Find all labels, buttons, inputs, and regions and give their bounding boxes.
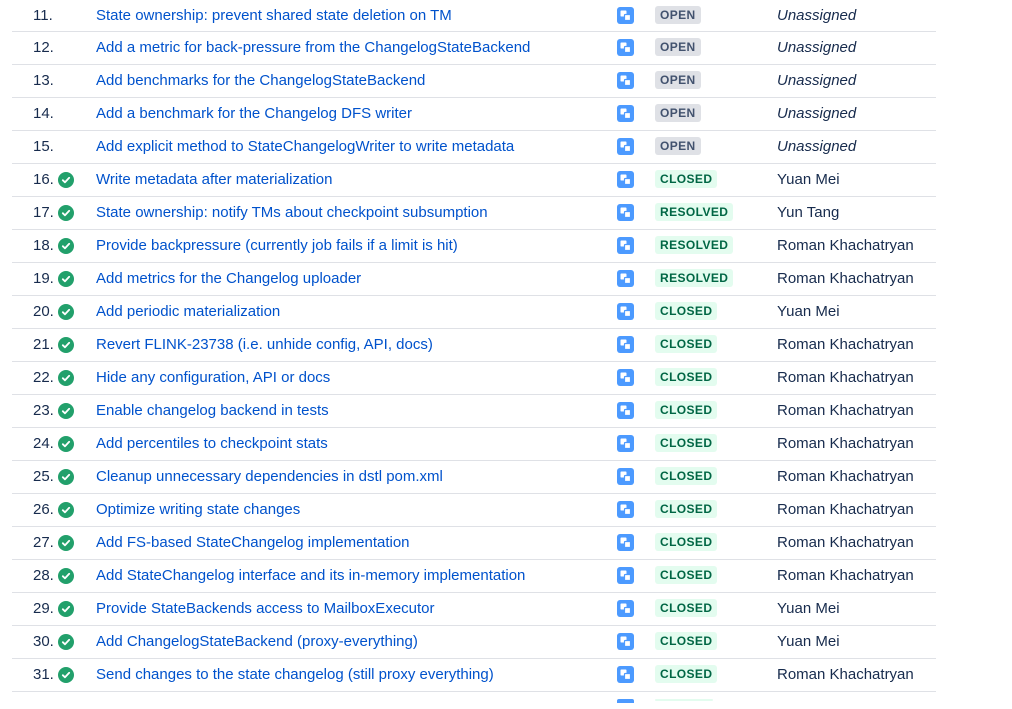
- subtask-icon: [617, 369, 634, 386]
- assignee-name: Roman Khachatryan: [777, 402, 914, 419]
- status-badge: CLOSED: [655, 401, 717, 419]
- status-badge: RESOLVED: [655, 269, 733, 287]
- status-badge: CLOSED: [655, 335, 717, 353]
- done-check-icon: [58, 568, 74, 584]
- issue-summary-link[interactable]: Add metrics for the Changelog uploader: [96, 270, 362, 287]
- status-badge: OPEN: [655, 104, 701, 122]
- status-badge: OPEN: [655, 6, 701, 24]
- done-check-icon: [58, 469, 74, 485]
- assignee-name: Roman Khachatryan: [777, 270, 914, 287]
- subtask-icon: [617, 567, 634, 584]
- subtask-icon: [617, 336, 634, 353]
- status-badge: CLOSED: [655, 467, 717, 485]
- issue-summary-link[interactable]: Add percentiles to checkpoint stats: [96, 435, 328, 452]
- done-check-icon: [58, 337, 74, 353]
- row-number: 18.: [33, 237, 54, 254]
- assignee-name: Unassigned: [777, 105, 857, 122]
- status-badge: CLOSED: [655, 533, 717, 551]
- issue-summary-link[interactable]: Revert FLINK-23738 (i.e. unhide config, API, docs): [96, 336, 433, 353]
- row-number: 13.: [33, 72, 54, 89]
- done-check-icon: [58, 601, 74, 617]
- status-badge: OPEN: [655, 38, 701, 56]
- row-number: 20.: [33, 303, 54, 320]
- status-badge: CLOSED: [655, 599, 717, 617]
- row-number: 12.: [33, 39, 54, 56]
- table-row: [12, 626, 936, 659]
- row-number: 27.: [33, 534, 54, 551]
- issue-summary-link[interactable]: Add ChangelogStateBackend (proxy-everything): [96, 633, 418, 650]
- row-number: 21.: [33, 336, 54, 353]
- assignee-name: Roman Khachatryan: [777, 369, 914, 386]
- done-check-icon: [58, 535, 74, 551]
- status-badge: CLOSED: [655, 170, 717, 188]
- issue-summary-link[interactable]: Hide any configuration, API or docs: [96, 369, 331, 386]
- assignee-name: Roman Khachatryan: [777, 501, 914, 518]
- table-row: [12, 395, 936, 428]
- row-number: 26.: [33, 501, 54, 518]
- table-row: [12, 659, 936, 692]
- table-row: [12, 197, 936, 230]
- table-row: [12, 230, 936, 263]
- row-number: 14.: [33, 105, 54, 122]
- done-check-icon: [58, 436, 74, 452]
- assignee-name: Unassigned: [777, 72, 857, 89]
- table-row: [12, 362, 936, 395]
- done-check-icon: [58, 172, 74, 188]
- issue-summary-link[interactable]: Send changes to the state changelog (still proxy everything): [96, 666, 494, 683]
- done-check-icon: [58, 238, 74, 254]
- issue-summary-link[interactable]: Add a benchmark for the Changelog DFS writer: [96, 105, 412, 122]
- status-badge: OPEN: [655, 137, 701, 155]
- issue-summary-link[interactable]: Optimize writing state changes: [96, 501, 301, 518]
- row-number: 15.: [33, 138, 54, 155]
- table-row-partial: [12, 699, 936, 709]
- status-badge: RESOLVED: [655, 203, 733, 221]
- assignee-name: Roman Khachatryan: [777, 666, 914, 683]
- subtask-icon: [617, 402, 634, 419]
- subtask-icon: [617, 72, 634, 89]
- issue-summary-link[interactable]: Add StateChangelog interface and its in-memory implementation: [96, 567, 526, 584]
- assignee-name: Unassigned: [777, 138, 857, 155]
- assignee-name: Roman Khachatryan: [777, 336, 914, 353]
- status-badge: CLOSED: [655, 665, 717, 683]
- done-check-icon: [58, 205, 74, 221]
- subtask-icon: [617, 39, 634, 56]
- issue-summary-link[interactable]: Add a metric for back-pressure from the ChangelogStateBackend: [96, 39, 531, 56]
- table-row: [12, 527, 936, 560]
- assignee-name: Yun Tang: [777, 204, 840, 221]
- issue-summary-link[interactable]: Add FS-based StateChangelog implementation: [96, 534, 410, 551]
- subtask-icon: [617, 7, 634, 24]
- subtask-icon: [617, 666, 634, 683]
- subtask-icon: [617, 237, 634, 254]
- table-row: [12, 593, 936, 626]
- table-row: [12, 428, 936, 461]
- done-check-icon: [58, 370, 74, 386]
- table-row: [12, 32, 936, 65]
- table-row: [12, 98, 936, 131]
- done-check-icon: [58, 502, 74, 518]
- assignee-name: Roman Khachatryan: [777, 468, 914, 485]
- issue-summary-link[interactable]: Add periodic materialization: [96, 303, 281, 320]
- table-row: [12, 0, 936, 32]
- assignee-name: Roman Khachatryan: [777, 534, 914, 551]
- table-row: [12, 461, 936, 494]
- subtask-icon: [617, 501, 634, 518]
- table-row: [12, 65, 936, 98]
- subtask-icon: [617, 600, 634, 617]
- row-number: 22.: [33, 369, 54, 386]
- table-row: [12, 494, 936, 527]
- row-number: 23.: [33, 402, 54, 419]
- table-row: [12, 329, 936, 362]
- done-check-icon: [58, 304, 74, 320]
- subtask-icon: [617, 270, 634, 287]
- subtask-icon: [617, 204, 634, 221]
- done-check-icon: [58, 667, 74, 683]
- table-row: [12, 263, 936, 296]
- assignee-name: Yuan Mei: [777, 633, 840, 650]
- table-row: [12, 560, 936, 593]
- row-number: 31.: [33, 666, 54, 683]
- subtask-icon: [617, 303, 634, 320]
- status-badge: CLOSED: [655, 632, 717, 650]
- status-badge: CLOSED: [655, 368, 717, 386]
- done-check-icon: [58, 403, 74, 419]
- issue-summary-link[interactable]: Enable changelog backend in tests: [96, 402, 329, 419]
- table-row: [12, 131, 936, 164]
- row-number: 25.: [33, 468, 54, 485]
- status-badge: CLOSED: [655, 434, 717, 452]
- status-badge: OPEN: [655, 71, 701, 89]
- row-number: 17.: [33, 204, 54, 221]
- done-check-icon: [58, 271, 74, 287]
- assignee-name: Yuan Mei: [777, 600, 840, 617]
- assignee-name: Roman Khachatryan: [777, 567, 914, 584]
- status-badge: RESOLVED: [655, 236, 733, 254]
- issue-summary-link[interactable]: Add explicit method to StateChangelogWriter to write metadata: [96, 138, 515, 155]
- subtask-icon: [617, 435, 634, 452]
- assignee-name: Yuan Mei: [777, 303, 840, 320]
- subtask-icon: [617, 534, 634, 551]
- subtask-icon: [617, 468, 634, 485]
- assignee-name: Roman Khachatryan: [777, 237, 914, 254]
- issue-summary-link[interactable]: Cleanup unnecessary dependencies in dstl pom.xml: [96, 468, 443, 485]
- assignee-name: Yuan Mei: [777, 171, 840, 188]
- issue-summary-link[interactable]: State ownership: prevent shared state deletion on TM: [96, 7, 452, 24]
- assignee-name: Unassigned: [777, 39, 857, 56]
- row-number: 24.: [33, 435, 54, 452]
- issue-summary-link[interactable]: State ownership: notify TMs about checkpoint subsumption: [96, 204, 488, 221]
- status-badge-partial: [655, 699, 713, 701]
- subtask-icon: [617, 699, 634, 703]
- subtask-icon: [617, 633, 634, 650]
- table-row: [12, 296, 936, 329]
- row-number: 11.: [33, 7, 53, 24]
- row-number: 30.: [33, 633, 54, 650]
- row-number: 29.: [33, 600, 54, 617]
- subtask-icon: [617, 138, 634, 155]
- subtask-icon: [617, 171, 634, 188]
- subtask-table: [12, 0, 936, 692]
- issue-summary-link[interactable]: Provide StateBackends access to MailboxExecutor: [96, 600, 435, 617]
- done-check-icon: [58, 634, 74, 650]
- status-badge: CLOSED: [655, 302, 717, 320]
- issue-summary-link[interactable]: Add benchmarks for the ChangelogStateBackend: [96, 72, 426, 89]
- status-badge: CLOSED: [655, 566, 717, 584]
- subtask-icon: [617, 105, 634, 122]
- table-row: [12, 164, 936, 197]
- row-number: 28.: [33, 567, 54, 584]
- assignee-name: Roman Khachatryan: [777, 435, 914, 452]
- issue-summary-link[interactable]: Write metadata after materialization: [96, 171, 333, 188]
- row-number: 16.: [33, 171, 54, 188]
- issue-summary-link[interactable]: Provide backpressure (currently job fails if a limit is hit): [96, 237, 458, 254]
- assignee-name: Unassigned: [777, 7, 857, 24]
- status-badge: CLOSED: [655, 500, 717, 518]
- row-number: 19.: [33, 270, 54, 287]
